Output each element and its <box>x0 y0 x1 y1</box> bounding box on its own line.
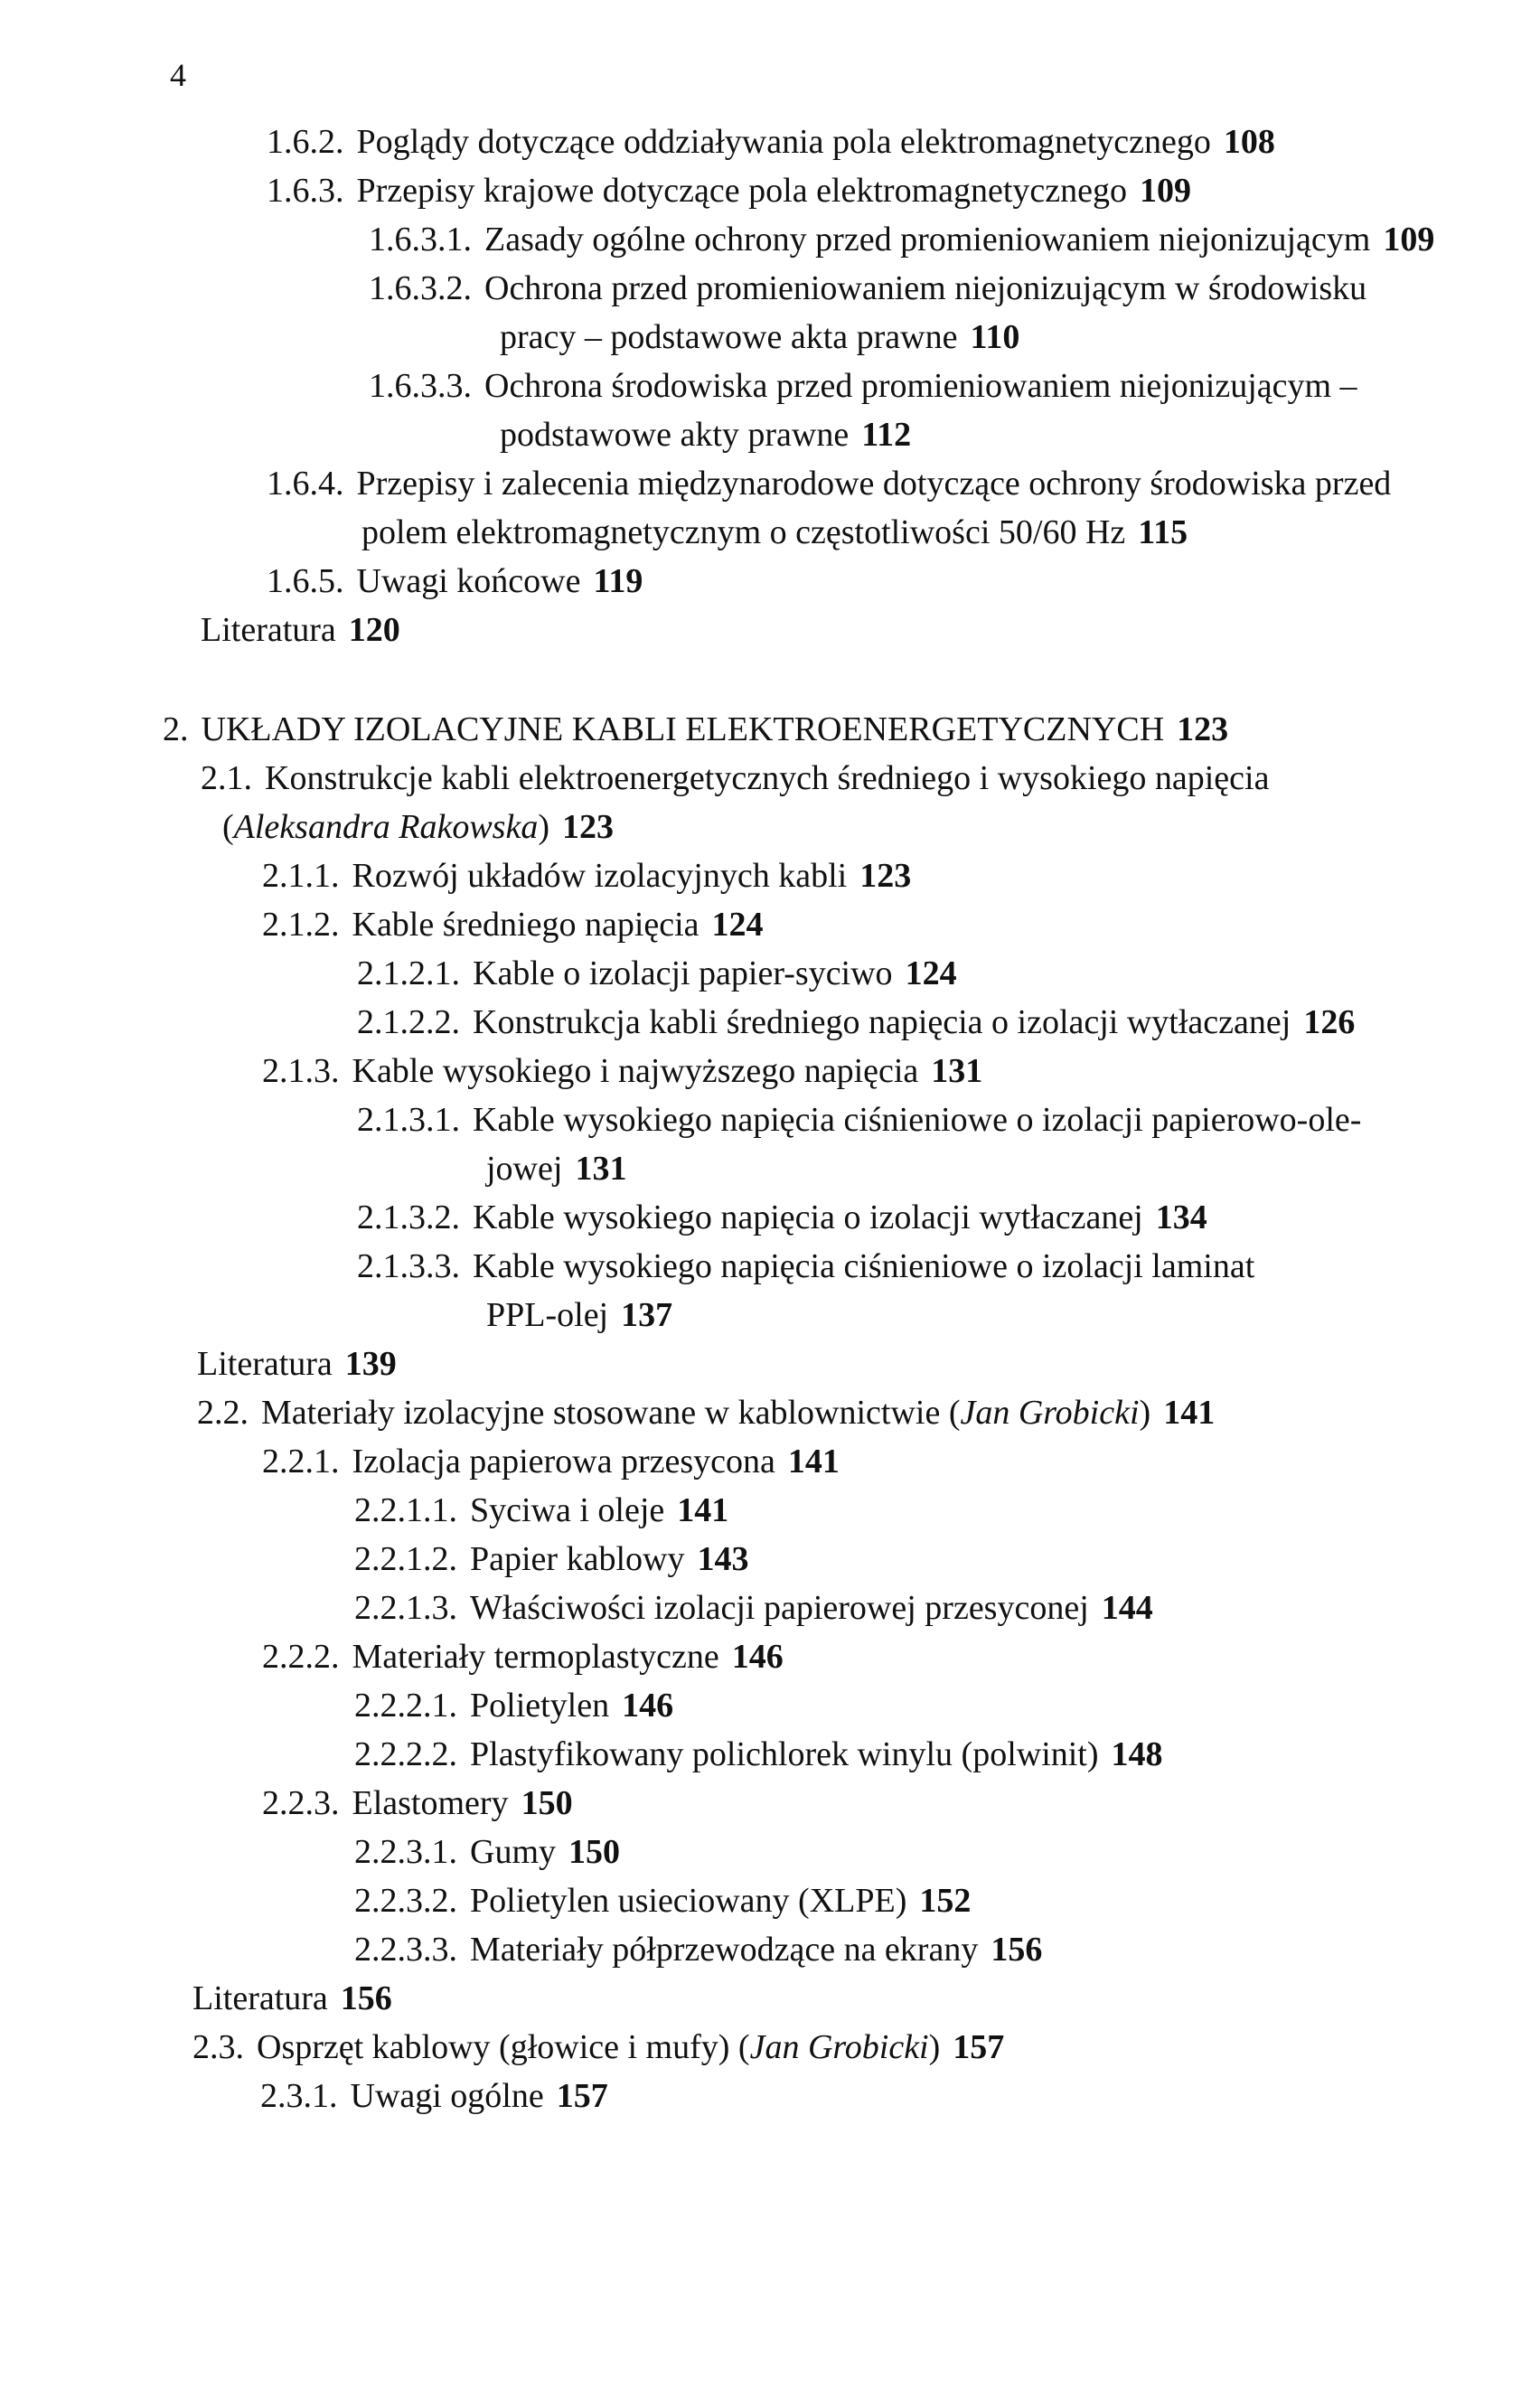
toc-entry-title: Kable wysokiego napięcia ciśnieniowe o izolacji laminat <box>473 1247 1255 1285</box>
toc-entry-number: 2.2.1.3. <box>354 1589 457 1627</box>
toc-entry <box>197 1340 397 1388</box>
toc-entry-page: 108 <box>1223 123 1275 161</box>
toc-entry-page: 123 <box>561 808 614 846</box>
toc-entry-page: 150 <box>521 1784 573 1822</box>
toc-entry-title: Polietylen usieciowany (XLPE) <box>470 1882 907 1920</box>
toc-entry <box>267 166 1191 215</box>
toc-entry <box>201 754 1269 803</box>
toc-entry-page: 152 <box>919 1882 972 1920</box>
toc-entry-title: Przepisy krajowe dotyczące pola elektromagnetycznego <box>356 172 1128 210</box>
toc-entry-number: 2.2.3.3. <box>354 1931 457 1969</box>
toc-entry-title: Przepisy i zalecenia międzynarodowe dotyczące ochrony środowiska przed <box>356 465 1392 503</box>
toc-entry-number: 2.2.3. <box>262 1784 340 1822</box>
toc-entry-title: Elastomery <box>352 1784 509 1822</box>
toc-entry-page: 124 <box>711 906 764 944</box>
toc-entry-title: PPL-olej <box>486 1296 609 1334</box>
toc-entry-number: 1.6.3.2. <box>369 269 472 307</box>
toc-entry-title: Materiały półprzewodzące na ekrany <box>470 1931 979 1969</box>
toc-entry-number: 2.2.3.1. <box>354 1833 457 1871</box>
toc-entry-number: 2.1.3.1. <box>357 1101 460 1139</box>
toc-entry-title: Plastyfikowany polichlorek winylu (polwinit) <box>470 1735 1099 1773</box>
toc-entry-page: 131 <box>575 1150 627 1188</box>
toc-entry-number: 2.1.3.3. <box>357 1247 460 1285</box>
toc-entry-title: podstawowe akty prawne <box>500 416 850 454</box>
toc-entry-number: 2.1.2.2. <box>357 1003 460 1041</box>
toc-entry-number: 1.6.2. <box>267 123 344 161</box>
toc-entry-title: Papier kablowy <box>470 1540 685 1578</box>
toc-entry-number: 2.2.1. <box>262 1443 340 1480</box>
toc-entry-title: Ochrona przed promieniowaniem niejonizującym w środowisku <box>484 269 1367 307</box>
toc-entry-page: 126 <box>1303 1003 1356 1041</box>
toc-entry-page: 156 <box>340 1979 392 2017</box>
toc-entry <box>354 1584 1153 1632</box>
toc-entry-page: 134 <box>1155 1198 1207 1236</box>
toc-entry-continuation <box>486 1144 626 1193</box>
toc-entry-number: 2.2. <box>197 1394 249 1432</box>
toc-entry <box>354 1730 1163 1779</box>
toc-entry-number: 2.1.3.2. <box>357 1198 460 1236</box>
toc-entry-title: Kable średniego napięcia <box>352 906 700 944</box>
toc-entry-page: 112 <box>861 416 912 454</box>
toc-entry <box>267 557 643 606</box>
toc-entry-title: Konstrukcja kabli średniego napięcia o izolacji wytłaczanej <box>473 1003 1291 1041</box>
toc-entry <box>262 1437 840 1486</box>
toc-entry-page: 157 <box>556 2077 608 2115</box>
toc-entry-page: 157 <box>953 2028 1005 2066</box>
toc-entry <box>201 606 400 654</box>
toc-entry-page: 141 <box>787 1443 840 1480</box>
toc-entry-page: 148 <box>1111 1735 1163 1773</box>
toc-entry-page: 124 <box>905 954 957 992</box>
toc-entry-page: 123 <box>1177 710 1229 748</box>
toc-entry <box>267 118 1275 166</box>
toc-entry-number: 2.2.3.2. <box>354 1882 457 1920</box>
toc-entry-author: Jan Grobicki <box>749 2028 929 2066</box>
toc-entry <box>354 1681 673 1730</box>
toc-entry-page: 109 <box>1383 221 1435 258</box>
toc-entry-page: 143 <box>697 1540 749 1578</box>
toc-entry-number: 2.1.1. <box>262 857 340 895</box>
toc-entry-continuation <box>486 1291 672 1340</box>
toc-entry-page: 139 <box>344 1345 397 1383</box>
toc-entry-number: 2.3. <box>192 2028 244 2066</box>
toc-entry-page: 109 <box>1140 172 1192 210</box>
toc-entry: 2.3. Osprzęt kablowy (głowice i mufy) (Jan Grobicki) 157 <box>192 2028 1005 2066</box>
toc-entry-title: Kable wysokiego napięcia ciśnieniowe o izolacji papierowo-ole- <box>473 1101 1362 1139</box>
toc-entry <box>192 1974 392 2023</box>
toc-entry <box>369 362 1357 410</box>
toc-entry <box>357 949 957 998</box>
toc-entry-author: Aleksandra Rakowska <box>233 808 539 846</box>
toc-entry <box>357 998 1355 1047</box>
toc-entry-page: 156 <box>991 1931 1043 1969</box>
toc-entry-title: Rozwój układów izolacyjnych kabli <box>352 857 848 895</box>
toc-entry-number: 1.6.3.1. <box>369 221 472 258</box>
toc-entry <box>369 264 1366 313</box>
toc-entry-title: Literatura <box>197 1345 333 1383</box>
toc-entry-page: 120 <box>348 611 400 649</box>
toc-entry <box>260 2072 608 2120</box>
toc-entry <box>262 1632 784 1681</box>
toc-entry-page: 144 <box>1101 1589 1153 1627</box>
toc-entry-title: UKŁADY IZOLACYJNE KABLI ELEKTROENERGETYCZNYCH <box>201 710 1165 748</box>
toc-entry-page: 131 <box>931 1052 983 1090</box>
toc-entry <box>262 1047 982 1095</box>
toc-entry-continuation <box>500 410 911 459</box>
toc-entry-title: Uwagi ogólne <box>350 2077 544 2115</box>
toc-entry-number: 1.6.3. <box>267 172 344 210</box>
toc-entry-page: 141 <box>1163 1394 1216 1432</box>
toc-entry-title: Syciwa i oleje <box>470 1491 665 1529</box>
toc-entry-title: Literatura <box>201 611 336 649</box>
toc-entry-number: 2.1. <box>201 759 252 797</box>
toc-entry-number: 1.6.4. <box>267 465 344 503</box>
toc-entry-page: 150 <box>568 1833 620 1871</box>
toc-entry-author: Jan Grobicki <box>960 1394 1140 1432</box>
toc-entry-title: polem elektromagnetycznym o częstotliwości 50/60 Hz <box>362 513 1126 551</box>
toc-entry: 2.2. Materiały izolacyjne stosowane w kablownictwie (Jan Grobicki) 141 <box>197 1394 1216 1432</box>
toc-entry <box>369 215 1434 264</box>
toc-entry-page: 146 <box>622 1687 674 1725</box>
toc-entry-number: 1.6.3.3. <box>369 367 472 405</box>
page-number: 4 <box>170 57 186 93</box>
toc-entry-number: 2.2.2.2. <box>354 1735 457 1773</box>
toc-entry-page: 119 <box>593 562 643 600</box>
toc-entry-number: 2.3.1. <box>260 2077 338 2115</box>
toc-entry <box>267 459 1391 508</box>
toc-entry-title: pracy – podstawowe akta prawne <box>500 318 958 356</box>
toc-entry <box>357 1095 1361 1144</box>
toc-entry-title: Kable wysokiego i najwyższego napięcia <box>352 1052 919 1090</box>
toc-entry-title: Polietylen <box>470 1687 610 1725</box>
toc-entry-title: Konstrukcje kabli elektroenergetycznych średniego i wysokiego napięcia <box>265 759 1270 797</box>
toc-entry <box>262 900 764 949</box>
toc-entry <box>354 1828 620 1876</box>
toc-entry-number: 2. <box>163 710 189 748</box>
toc-entry <box>262 851 911 900</box>
toc-entry <box>354 1925 1042 1974</box>
toc-entry-number: 2.1.3. <box>262 1052 340 1090</box>
toc-entry-page: 137 <box>621 1296 673 1334</box>
toc-entry-title: Materiały termoplastyczne <box>352 1638 719 1676</box>
toc-entry-title: Gumy <box>470 1833 556 1871</box>
toc-entry-page: 123 <box>859 857 912 895</box>
toc-entry-title: Izolacja papierowa przesycona <box>352 1443 775 1480</box>
toc-entry-title: Kable wysokiego napięcia o izolacji wytłaczanej <box>473 1198 1143 1236</box>
toc-entry-number: 2.2.1.2. <box>354 1540 457 1578</box>
toc-entry-title: Materiały izolacyjne stosowane w kablownictwie <box>261 1394 941 1432</box>
toc-entry-number: 2.2.2.1. <box>354 1687 457 1725</box>
toc-chapter <box>163 705 1228 754</box>
toc-entry-title: Uwagi końcowe <box>356 562 581 600</box>
toc-entry-title: Poglądy dotyczące oddziaływania pola elektromagnetycznego <box>356 123 1211 161</box>
toc-entry <box>354 1535 748 1584</box>
toc-entry-continuation <box>500 313 1019 362</box>
toc-entry-page: 141 <box>677 1491 729 1529</box>
toc-entry-title: jowej <box>486 1150 563 1188</box>
toc-entry-continuation: (Aleksandra Rakowska) 123 <box>222 808 614 846</box>
toc-entry <box>354 1876 971 1925</box>
toc-entry-page: 146 <box>731 1638 784 1676</box>
toc-entry-number: 2.2.1.1. <box>354 1491 457 1529</box>
toc-entry-number: 2.2.2. <box>262 1638 340 1676</box>
toc-entry-title: Osprzęt kablowy (głowice i mufy) <box>257 2028 730 2066</box>
toc-entry <box>357 1193 1207 1242</box>
toc-entry <box>262 1779 573 1828</box>
toc-entry-title: Kable o izolacji papier-syciwo <box>473 954 893 992</box>
toc-entry-continuation <box>362 508 1188 557</box>
toc-entry-page: 110 <box>970 318 1020 356</box>
toc-entry-number: 2.1.2. <box>262 906 340 944</box>
toc-entry-title: Zasady ogólne ochrony przed promieniowaniem niejonizującym <box>484 221 1371 258</box>
toc-entry-page: 115 <box>1138 513 1188 551</box>
toc-entry-title: Ochrona środowiska przed promieniowaniem niejonizującym – <box>484 367 1357 405</box>
toc-entry <box>357 1242 1254 1291</box>
toc-entry-title: Literatura <box>192 1979 328 2017</box>
toc-entry <box>354 1486 728 1535</box>
toc-entry-number: 2.1.2.1. <box>357 954 460 992</box>
toc-entry-number: 1.6.5. <box>267 562 344 600</box>
toc-entry-title: Właściwości izolacji papierowej przesyconej <box>470 1589 1089 1627</box>
